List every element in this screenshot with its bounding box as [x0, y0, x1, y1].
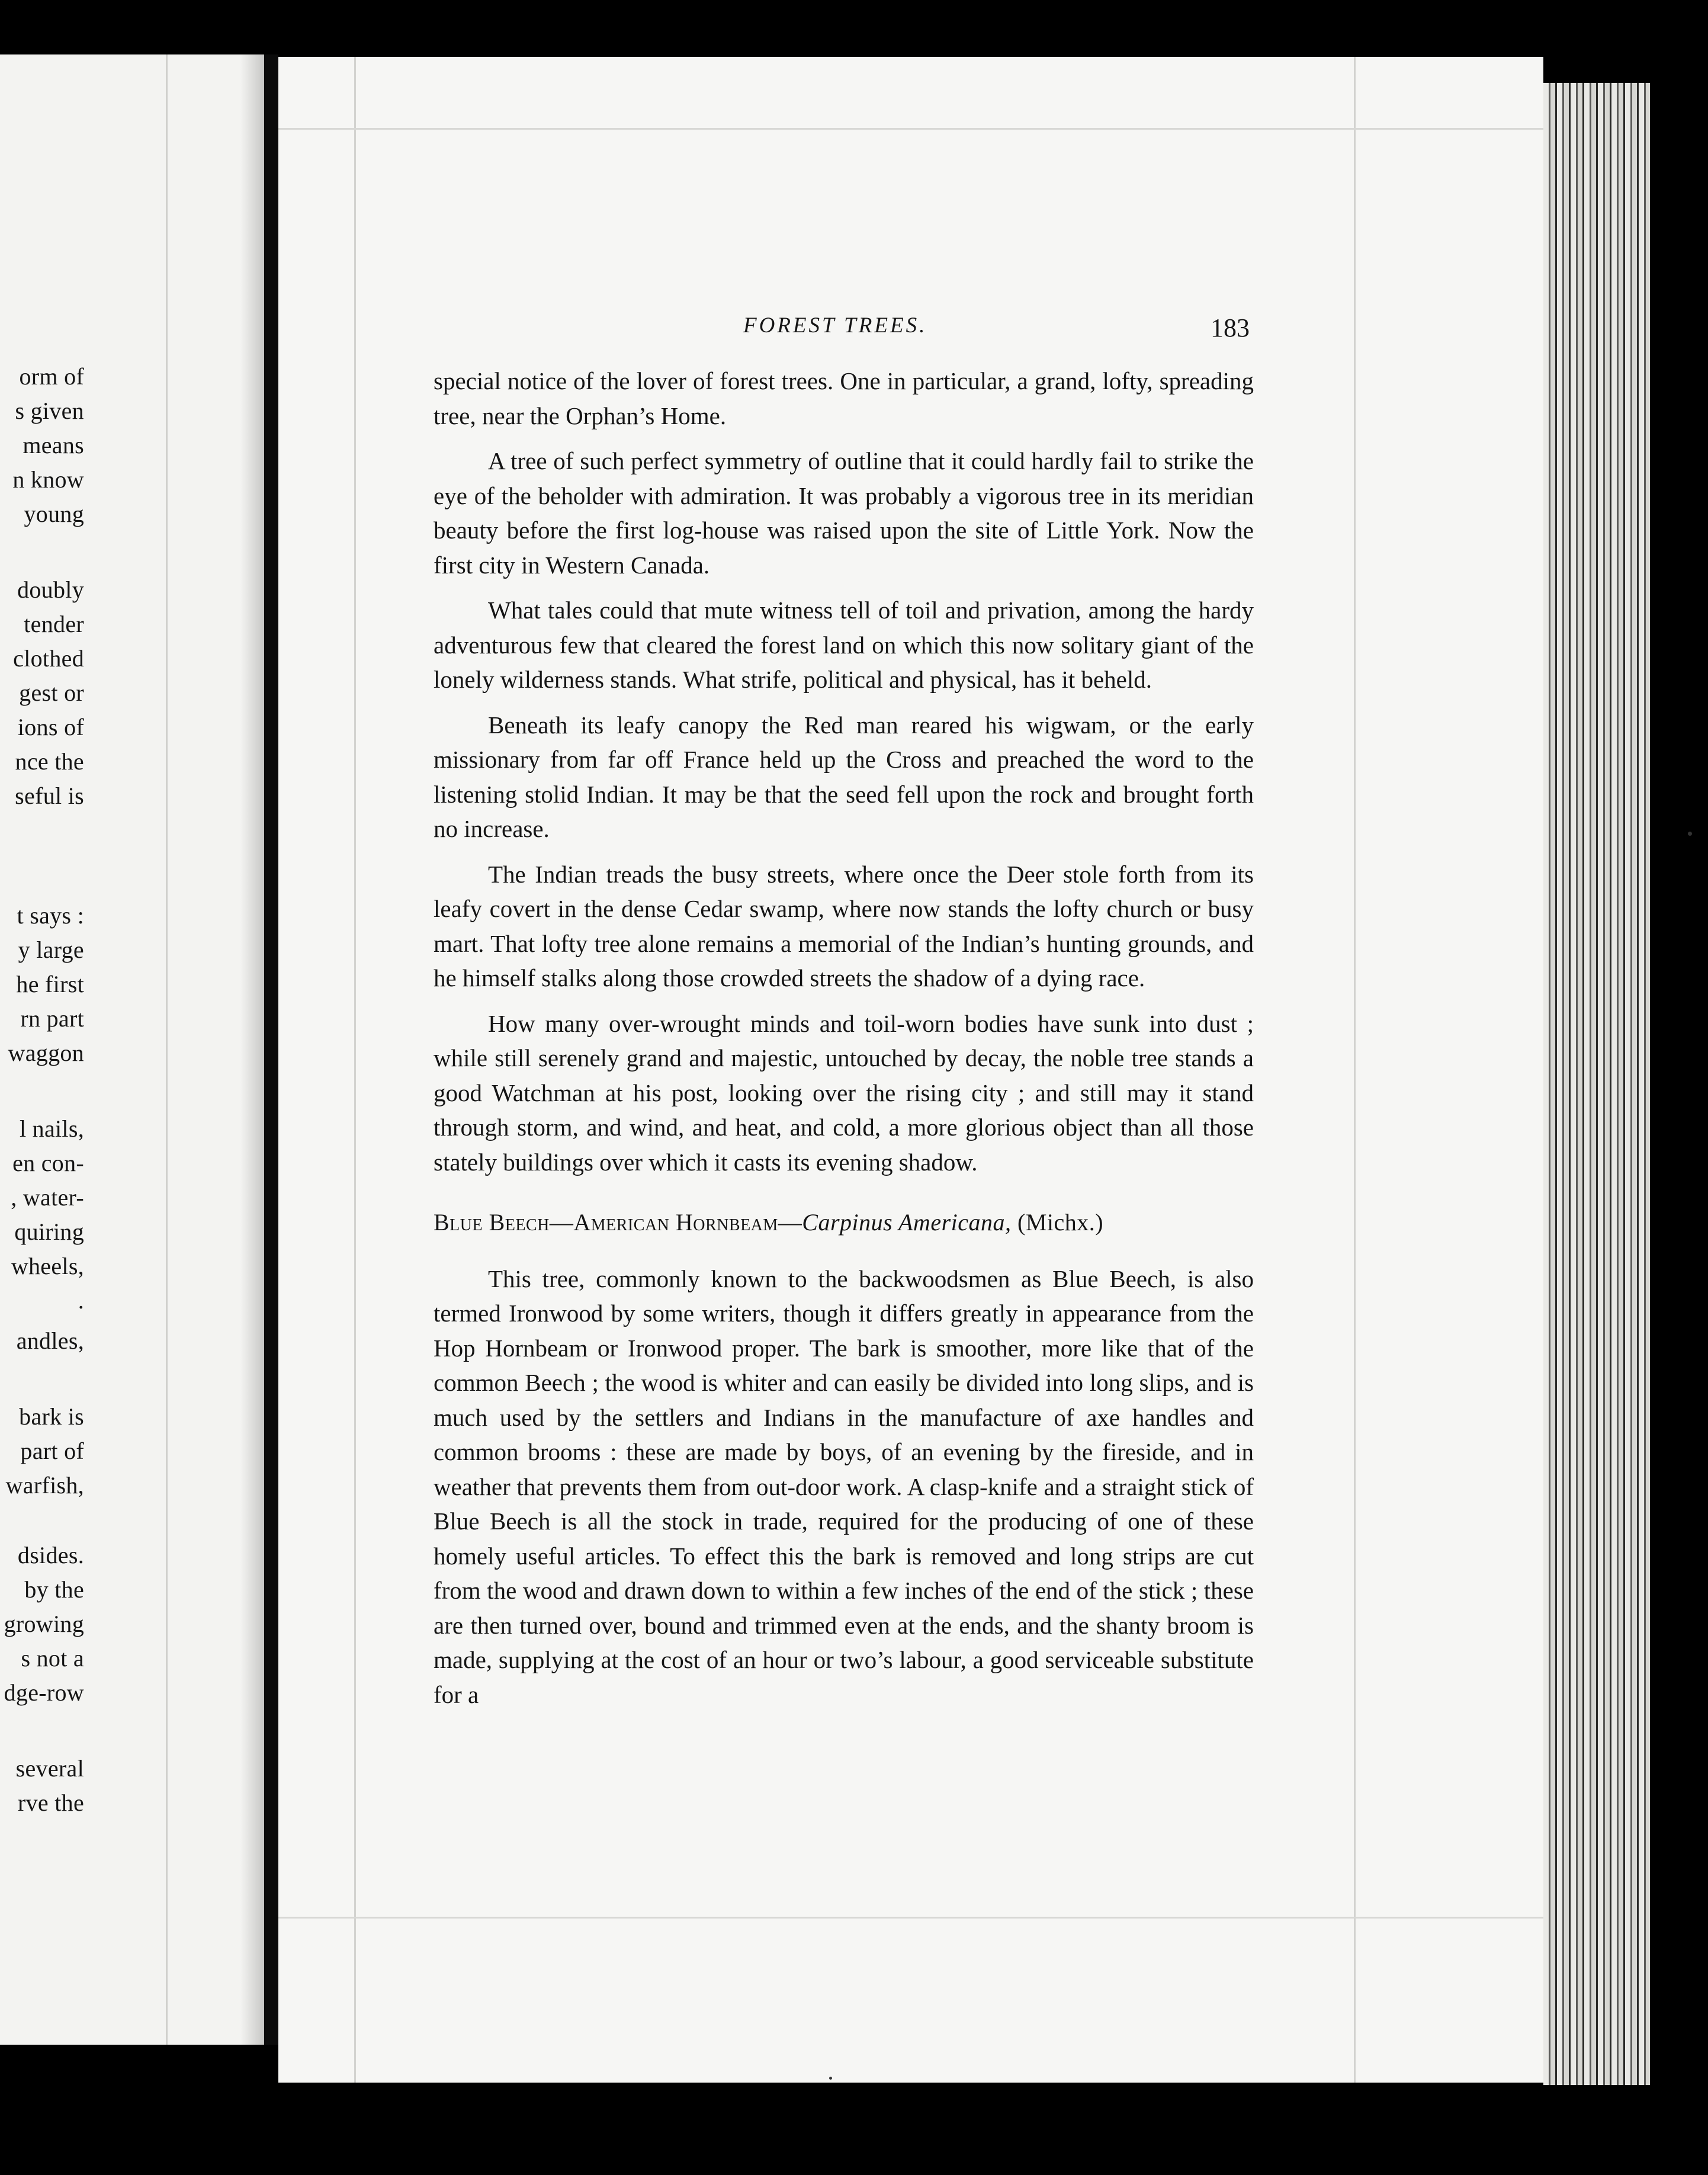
left-page-fragment: wheels, [11, 1253, 84, 1279]
page-rule-right [1354, 57, 1356, 2083]
left-page-fragment: quiring [14, 1218, 84, 1245]
left-page-fragment: means [23, 432, 84, 458]
left-page-fragment: ions of [17, 714, 84, 740]
left-page-fragment: clothed [13, 645, 84, 672]
page-number: 183 [1211, 313, 1250, 342]
left-page-fragment: nce the [15, 748, 84, 775]
left-page-fragment: rve the [17, 1789, 84, 1816]
left-page-fragment: warfish, [5, 1472, 84, 1499]
scan-speck [829, 2077, 832, 2080]
book-gutter [264, 54, 278, 2045]
running-title: FOREST TREES. [743, 313, 927, 338]
left-page-fragment: growing [4, 1611, 84, 1637]
left-page-fragment: doubly [17, 576, 84, 603]
left-page-fragment: orm of [19, 363, 84, 390]
left-page-fragment: andles, [16, 1327, 84, 1354]
left-page-fragment: rn part [20, 1005, 84, 1032]
left-page-fragment: he first [16, 971, 84, 997]
left-page-fragment: several [15, 1755, 84, 1782]
left-page-fragment: s not a [21, 1645, 84, 1672]
section-common-name: Blue Beech—American Hornbeam— [434, 1209, 802, 1236]
paragraph: Beneath its leafy canopy the Red man reared his wigwam, or the early missionary from far off France held up the Cross and preached the word to the listening stolid Indian. It may be that the seed fell upon the rock and brought forth no increase. [434, 711, 1254, 842]
paragraph: The Indian treads the busy streets, where once the Deer stole forth from its leafy covert in the dense Cedar swamp, where now stands the lofty church or busy mart. That lofty tree alone remains a memorial of the Indian’s hunting grounds, and he himself stalks along those crowded streets the shadow of a dying race. [434, 860, 1254, 992]
left-page-fragment: seful is [15, 782, 84, 809]
left-page-fragment: l nails, [19, 1115, 84, 1142]
left-page-fragment: t says : [17, 902, 84, 929]
left-page-fragment: . [78, 1287, 84, 1314]
left-page-fragment: y large [18, 936, 84, 963]
section-heading [434, 1205, 1254, 1240]
left-page-fragment: n know [12, 466, 84, 493]
page-rule-bottom [278, 1917, 1543, 1919]
left-page-rule [166, 54, 168, 2045]
left-page-fragment: young [24, 501, 84, 527]
paragraph: special notice of the lover of forest trees. One in particular, a grand, lofty, spreading tree, near the Orphan’s Home. [434, 367, 1254, 429]
paragraph: How many over-wrought minds and toil-worn bodies have sunk into dust ; while still serenely grand and majestic, untouched by decay, the noble tree stands a good Watchman at his post, looking over the rising city ; and still may it stand through storm, and wind, and heat, and cold, a more glorious object than all those stately buildings over which it casts its evening shadow. [434, 1009, 1254, 1176]
book-page-edges [1543, 83, 1650, 2085]
left-page-fragment: gest or [19, 679, 84, 706]
page-rule-left [354, 57, 356, 2083]
left-page-fragment: en con- [12, 1150, 84, 1176]
scan-speck [1688, 832, 1692, 836]
left-page-fragment: by the [24, 1576, 84, 1603]
left-page-fragment: dsides. [17, 1542, 84, 1568]
left-page-fragment: waggon [8, 1040, 84, 1066]
left-page-fragment: , water- [11, 1184, 84, 1211]
paragraph: What tales could that mute witness tell of toil and privation, among the hardy adventurous few that cleared the forest land on which this now solitary giant of the lonely wilderness stands. What strife, political and physical, has it beheld. [434, 596, 1254, 693]
section-latin-name: Carpinus Americana, [802, 1209, 1012, 1236]
left-page-fragment: tender [24, 611, 84, 637]
left-page-fragment: dge-row [4, 1679, 84, 1706]
left-page-fragment: s given [15, 397, 84, 424]
section-authority: (Michx.) [1017, 1209, 1104, 1236]
paragraph: A tree of such perfect symmetry of outline that it could hardly fail to strike the eye of the beholder with admiration. It was probably a vigorous tree in its meridian beauty before the first log-house was raised upon the site of Little York. Now the first city in Western Canada. [434, 447, 1254, 579]
left-page-gutter-shadow [240, 54, 264, 2045]
paragraph: This tree, commonly known to the backwoodsmen as Blue Beech, is also termed Ironwood by some writers, though it differs greatly in appearance from the Hop Hornbeam or Ironwood proper. The bark is smoother, more like that of the common Beech ; the wood is whiter and can easily be divided into long slips, and is much used by the settlers and Indians in the manufacture of axe handles and common brooms : these are made by boys, of an evening by the fireside, and in weather that prevents them from out-door work. A clasp-knife and a straight stick of Blue Beech is all the stock in trade, required for the producing of one of these homely useful articles. To effect this the bark is removed and long strips are cut from the wood and drawn down to within a few inches of the end of the stick ; these are then turned over, bound and trimmed even at the ends, and the shanty broom is made, supplying at the cost of an hour or two’s labour, a good serviceable substitute for a [434, 1265, 1254, 1708]
page-rule-top [278, 128, 1543, 130]
body-text [434, 364, 1254, 1722]
left-page-fragment: part of [20, 1438, 84, 1464]
left-page-fragment: bark is [19, 1403, 84, 1430]
left-facing-page [0, 54, 264, 2045]
